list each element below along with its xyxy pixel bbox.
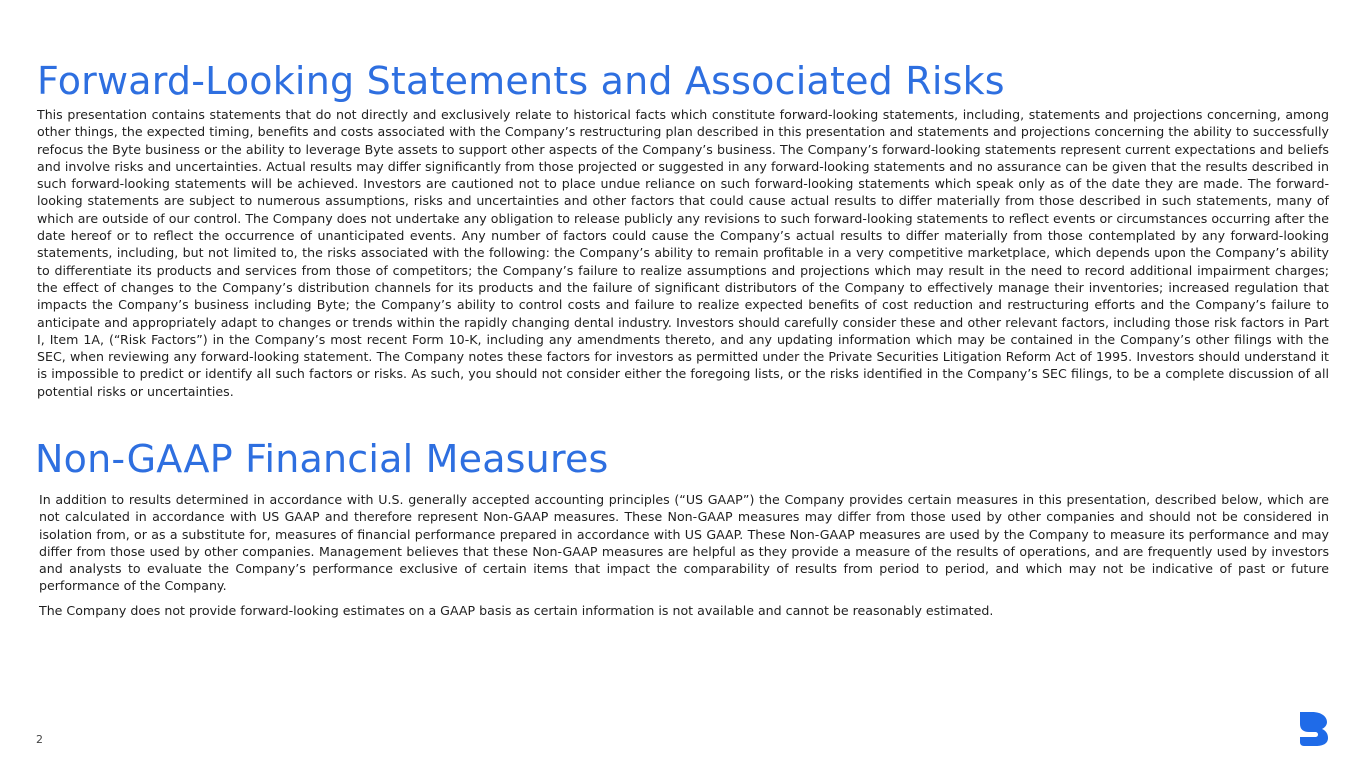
forward-looking-statements-paragraph: This presentation contains statements that do not directly and exclusively relate to historical facts which constitute forward-looking statements, including, statements and projections concerning, among other things, the expected timing, benefits and costs associated with the Company’s restructuring plan described in this presentation and statements and projections concerning the ability to successfully refocus the Byte business or the ability to leverage Byte assets to support other aspects of the Company’s business. The Company’s forward-looking statements represent current expectations and beliefs and involve risks and uncertainties. Actual results may differ significantly from those projected or suggested in any forward-looking statements and no assurance can be given that the results described in such forward-looking statements will be achieved. Investors are cautioned not to place undue reliance on such forward-looking statements which speak only as of the date they are made. The forward-looking statements are subject to numerous assumptions, risks and uncertainties and other factors that could cause actual results to differ materially from those described in such statements, many of which are outside of our control. The Company does not undertake any obligation to release publicly any revisions to such forward-looking statements to reflect events or circumstances occurring after the date hereof or to reflect the occurrence of unanticipated events. Any number of factors could cause the Company’s actual results to differ materially from those contemplated by any forward-looking statements, including, but not limited to, the risks associated with the following: the Company’s ability to remain profitable in a very competitive marketplace, which depends upon the Company’s ability to differentiate its products and services from those of competitors; the Company’s failure to realize assumptions and projections which may result in the need to record additional impairment charges; the effect of changes to the Company’s distribution channels for its products and the failure of significant distributors of the Company to effectively manage their inventories; increased regulation that impacts the Company’s business including Byte; the Company’s ability to control costs and failure to realize expected benefits of cost reduction and restructuring efforts and the Company’s failure to anticipate and appropriately adapt to changes or trends within the rapidly changing dental industry. Investors should carefully consider these and other relevant factors, including those risk factors in Part I, Item 1A, (“Risk Factors”) in the Company’s most recent Form 10-K, including any amendments thereto, and any updating information which may be contained in the Company’s other filings with the SEC, when reviewing any forward-looking statement. The Company notes these factors for investors as permitted under the Private Securities Litigation Reform Act of 1995. Investors should understand it is impossible to predict or identify all such factors or risks. As such, you should not consider either the foregoing lists, or the risks identified in the Company’s SEC filings, to be a complete discussion of all potential risks or uncertainties. — [37, 107, 1329, 399]
brand-s-logo-icon — [1298, 710, 1330, 748]
non-gaap-paragraph-2: The Company does not provide forward-looking estimates on a GAAP basis as certain information is not available and cannot be reasonably estimated. — [39, 603, 994, 618]
non-gaap-financial-measures-title: Non-GAAP Financial Measures — [35, 437, 609, 481]
forward-looking-statements-title: Forward-Looking Statements and Associated Risks — [37, 59, 1005, 103]
page-number: 2 — [36, 733, 43, 746]
non-gaap-paragraph-1: In addition to results determined in accordance with U.S. generally accepted accounting principles (“US GAAP”) the Company provides certain measures in this presentation, described below, which are not calculated in accordance with US GAAP and therefore represent Non-GAAP measures. These Non-GAAP measures may differ from those used by other companies and should not be considered in isolation from, or as a substitute for, measures of financial performance prepared in accordance with US GAAP. These Non-GAAP measures are used by the Company to measure its performance and may differ from those used by other companies. Management believes that these Non-GAAP measures are helpful as they provide a measure of the results of operations, and are frequently used by investors and analysts to evaluate the Company’s performance exclusive of certain items that impact the comparability of results from period to period, and which may not be indicative of past or future performance of the Company. — [39, 492, 1329, 594]
